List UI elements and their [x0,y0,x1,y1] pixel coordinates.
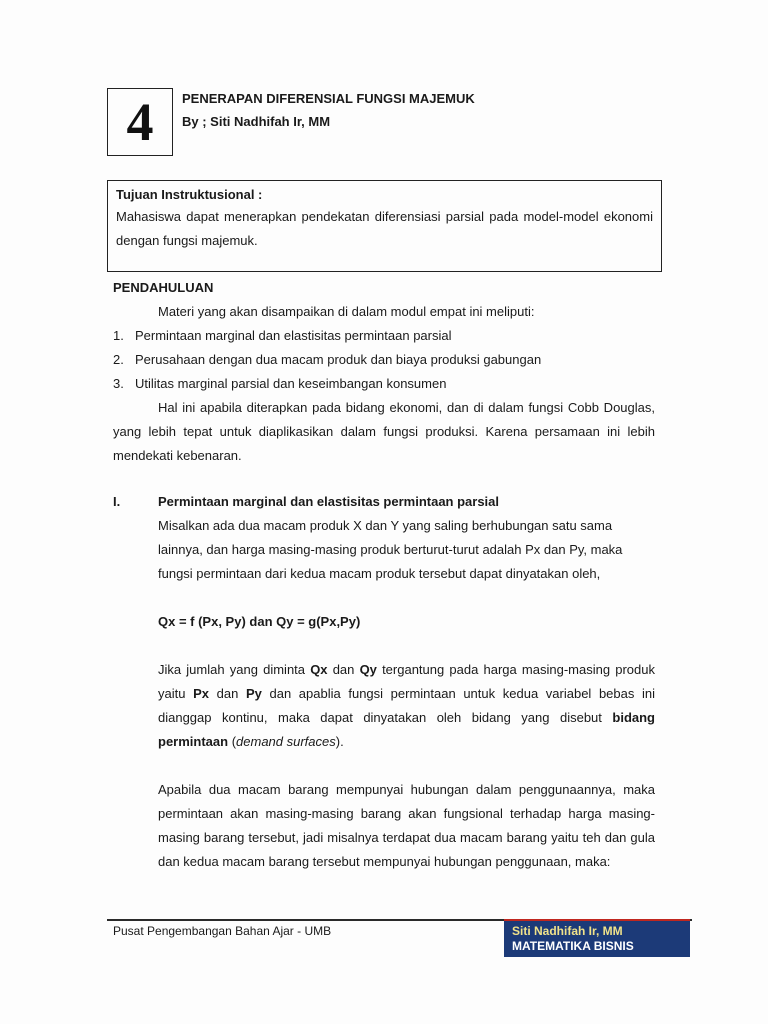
text-run: ( [228,734,237,749]
list-item [113,348,541,372]
chapter-author: By ; Siti Nadhifah Ir, MM [182,114,331,129]
text-run: dan [327,662,360,677]
list-number: 3. [113,376,124,391]
footer-badge [504,919,690,957]
intro-lead: Materi yang akan disampaikan di dalam modul empat ini meliputi: [158,304,535,319]
list-text: Perusahaan dengan dua macam produk dan biaya produksi gabungan [135,352,542,367]
objective-text: Mahasiswa dapat menerapkan pendekatan diferensiasi parsial pada model-model ekonomi dengan fungsi majemuk. [116,209,653,248]
list-text: Permintaan marginal dan elastisitas permintaan parsial [135,328,452,343]
italic-term: demand surfaces [236,734,336,749]
section-paragraph-3: Apabila dua macam barang mempunyai hubungan dalam penggunaannya, maka permintaan akan masing-masing barang akan fungsional terhadap harga masing-masing barang tersebut, jadi misalnya terdapat dua macam barang yaitu teh dan gula dan kedua macam barang tersebut mempunyai hubungan penggunaan, maka: [158,782,655,869]
objective-box [107,180,662,272]
text-run: dan [209,686,246,701]
section-title: Permintaan marginal dan elastisitas permintaan parsial [158,494,500,509]
bold-term: bidang permintaan [158,710,655,749]
section-paragraph-2 [158,658,655,754]
demand-formula: Qx = f (Px, Py) dan Qy = g(Px,Py) [158,614,361,629]
chapter-number: 4 [126,92,154,152]
bold-term: Qx [310,662,328,677]
list-number: 2. [113,352,124,367]
list-text: Utilitas marginal parsial dan keseimbangan konsumen [135,376,447,391]
chapter-title: PENERAPAN DIFERENSIAL FUNGSI MAJEMUK [182,91,475,106]
text-run: ). [335,734,344,749]
intro-heading: PENDAHULUAN [113,280,214,295]
bold-term: Qy [359,662,377,677]
bold-term: Py [245,686,262,701]
text-run: dan apablia fungsi permintaan untuk kedua variabel bebas ini dianggap kontinu, maka dapat dinyatakan oleh bidang yang disebut [158,686,656,725]
section-number: I. [113,494,121,509]
list-item [113,372,541,396]
bold-term: Px [193,686,209,701]
intro-list [113,324,541,396]
objective-label: Tujuan Instruktusional : [116,187,263,202]
footer-course: MATEMATIKA BISNIS [512,939,634,953]
footer-publisher: Pusat Pengembangan Bahan Ajar - UMB [113,924,332,938]
footer-author: Siti Nadhifah Ir, MM [512,924,623,938]
list-number: 1. [113,328,124,343]
intro-paragraph: Hal ini apabila diterapkan pada bidang ekonomi, dan di dalam fungsi Cobb Douglas, yang lebih tepat untuk diaplikasikan dalam fungsi produksi. Karena persamaan ini lebih mendekati kebenaran. [113,400,655,463]
text-run: Jika jumlah yang diminta [158,662,311,677]
list-item [113,324,541,348]
chapter-number-box [107,88,173,156]
text-run: tergantung pada harga masing-masing produk yaitu [158,662,655,701]
section-paragraph-1: Misalkan ada dua macam produk X dan Y yang saling berhubungan satu sama lainnya, dan harga masing-masing produk berturut-turut adalah Px dan Py, maka fungsi permintaan dari kedua macam produk tersebut dapat dinyatakan oleh, [158,518,623,581]
